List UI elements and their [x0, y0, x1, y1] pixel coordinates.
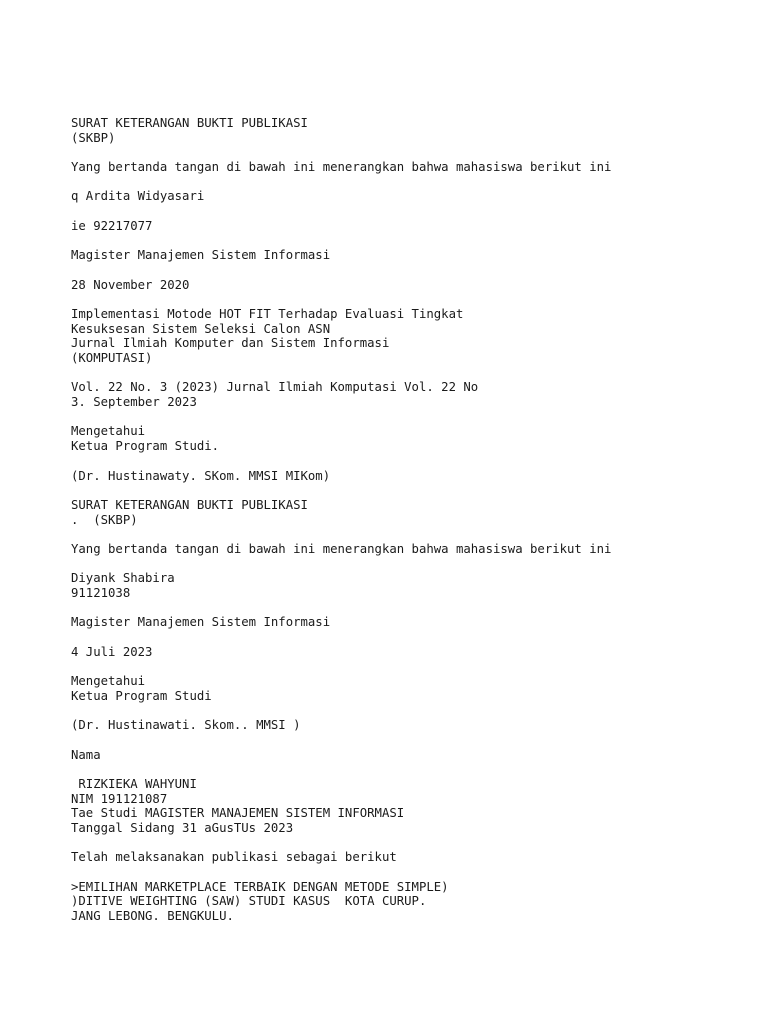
publication-line: >EMILIHAN MARKETPLACE TERBAIK DENGAN METODE SIMPLE) — [71, 879, 449, 894]
student-id-1 — [71, 219, 751, 234]
name-line: RIZKIEKA WAHYUNI — [71, 776, 197, 791]
publication-line: Implementasi Motode HOT FIT Terhadap Evaluasi Tingkat — [71, 306, 464, 321]
title-line: SURAT KETERANGAN BUKTI PUBLIKASI — [71, 116, 308, 130]
signatory-line: (Dr. Hustinawati. Skom.. MMSI ) — [71, 718, 301, 733]
statement-line: Yang bertanda tangan di bawah ini menerangkan bahwa mahasiswa berikut ini — [71, 541, 612, 556]
role-line: Ketua Program Studi. — [71, 439, 220, 454]
journal-line: Jurnal Ilmiah Komputer dan Sistem Informasi — [71, 336, 390, 351]
intro-line: Telah melaksanakan publikasi sebagai berikut — [71, 850, 397, 865]
statement-line: Yang bertanda tangan di bawah ini menerangkan bahwa mahasiswa berikut ini — [71, 160, 612, 175]
title-line: SURAT KETERANGAN BUKTI PUBLIKASI — [71, 497, 308, 512]
program-line: Magister Manajemen Sistem Informasi — [71, 248, 331, 263]
signatory-2 — [71, 718, 751, 733]
defense-date-line: Tanggal Sidang 31 aGusTUs 2023 — [71, 821, 294, 835]
program-line: Magister Manajemen Sistem Informasi — [71, 615, 331, 630]
journal-abbrev-line: (KOMPUTASI) — [71, 351, 153, 365]
skbp-title-2 — [71, 498, 751, 527]
student-name-1 — [71, 189, 751, 204]
publication-line: )DITIVE WEIGHTING (SAW) STUDI KASUS KOTA CURUP. — [71, 894, 427, 909]
id-line: 91121038 — [71, 586, 131, 600]
name-label — [71, 748, 751, 763]
name-line: q Ardita Widyasari — [71, 189, 205, 204]
signatory-1 — [71, 469, 751, 484]
student-info-3 — [71, 777, 751, 836]
signatory-line: (Dr. Hustinawaty. SKom. MMSI MIKom) — [71, 468, 331, 483]
title-abbrev-line: . (SKBP) — [71, 512, 138, 527]
date-line: 28 November 2020 — [71, 277, 190, 292]
name-line: Diyank Shabira — [71, 571, 175, 586]
name-label-line: Nama — [71, 747, 101, 762]
publication-line: JANG LEBONG. BENGKULU. — [71, 909, 234, 924]
id-line: ie 92217077 — [71, 218, 153, 233]
program-line: Tae Studi MAGISTER MANAJEMEN SISTEM INFORMASI — [71, 806, 405, 821]
publication-volume-1 — [71, 380, 751, 409]
program-2 — [71, 615, 751, 630]
publication-intro-3 — [71, 850, 751, 865]
title-abbrev-line: (SKBP) — [71, 130, 116, 145]
publication-line: Kesuksesan Sistem Seleksi Calon ASN — [71, 321, 331, 336]
role-line: Ketua Program Studi — [71, 688, 212, 703]
volume-line: Vol. 22 No. 3 (2023) Jurnal Ilmiah Komputasi Vol. 22 No — [71, 380, 479, 395]
acknowledgement-1 — [71, 424, 751, 453]
publication-title-3 — [71, 880, 751, 924]
document-body — [71, 116, 751, 939]
skbp-title-1 — [71, 116, 751, 145]
volume-line: 3. September 2023 — [71, 395, 197, 410]
date-line: 4 Juli 2023 — [71, 644, 153, 659]
statement-2 — [71, 542, 751, 557]
statement-1 — [71, 160, 751, 175]
acknowledge-line: Mengetahui — [71, 674, 146, 689]
acknowledgement-2 — [71, 674, 751, 703]
publication-title-1 — [71, 307, 751, 366]
date-2 — [71, 645, 751, 660]
date-1 — [71, 278, 751, 293]
acknowledge-line: Mengetahui — [71, 424, 146, 439]
student-info-2 — [71, 571, 751, 600]
nim-line: NIM 191121087 — [71, 791, 168, 806]
program-1 — [71, 248, 751, 263]
